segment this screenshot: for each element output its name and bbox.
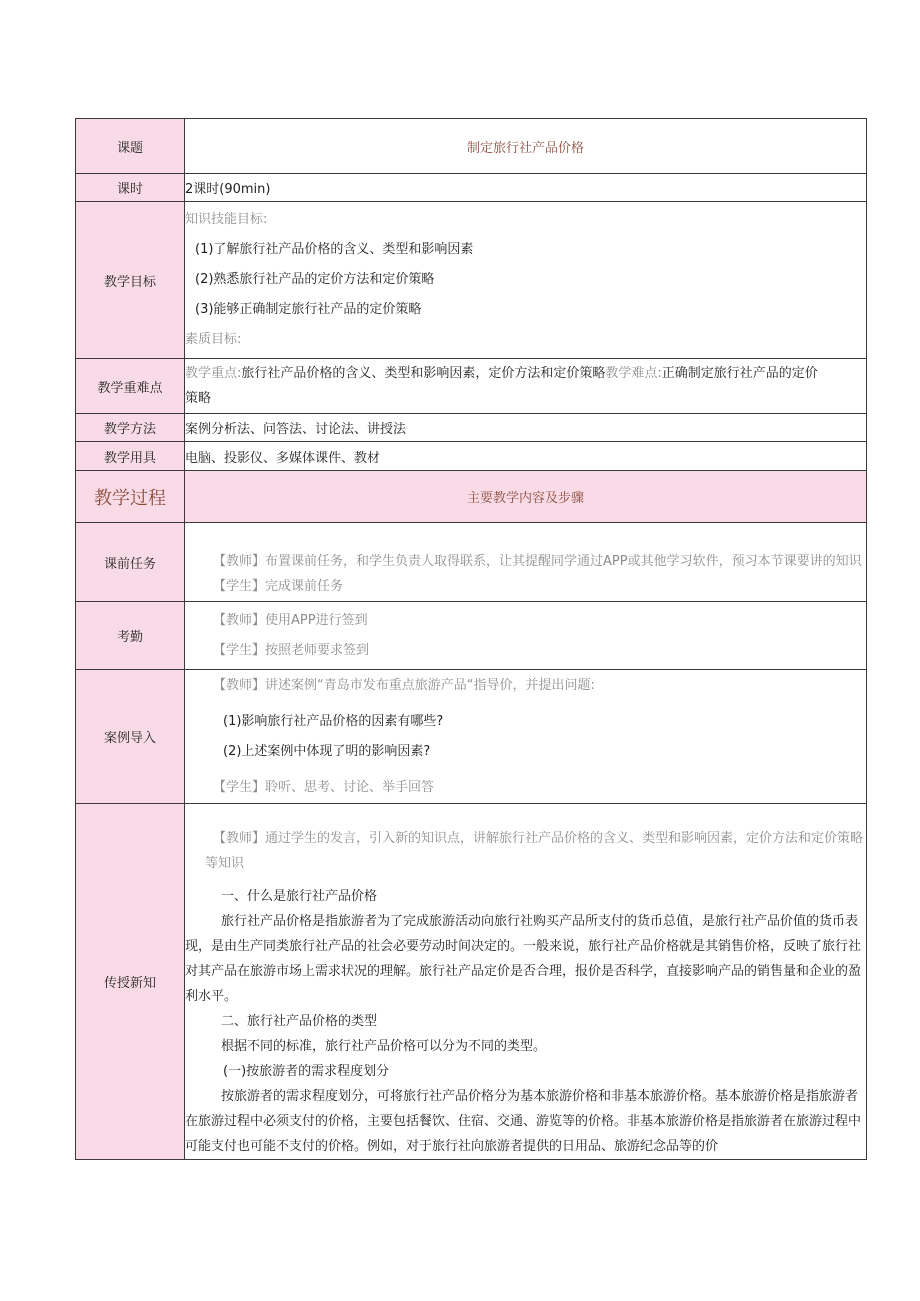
row-tools — [76, 442, 867, 471]
methods-value: 案例分析法、问答法、讨论法、讲授法 — [185, 414, 867, 442]
hard-point-text-cont: 策略 — [185, 391, 212, 406]
subsection-heading: (一)按旅游者的需求程度划分 — [223, 1064, 390, 1079]
case-intro-teacher: 【教师】讲述案例“青岛市发布重点旅游产品“指导价，并提出问题: — [213, 677, 595, 693]
methods-label: 教学方法 — [76, 414, 185, 442]
row-methods — [76, 414, 867, 442]
objectives-label: 教学目标 — [76, 202, 185, 359]
row-pre-task — [76, 523, 867, 602]
tools-label: 教学用具 — [76, 442, 185, 471]
row-case-intro — [76, 670, 867, 804]
topic-label: 课题 — [76, 119, 185, 174]
hard-point-text: 正确制定旅行社产品的定价 — [661, 366, 818, 381]
knowledge-heading: 知识技能目标: — [185, 212, 268, 227]
new-knowledge-label: 传授新知 — [76, 804, 185, 1160]
new-knowledge-teacher: 【教师】通过学生的发言，引入新的知识点，讲解旅行社产品价格的含义、类型和影响因素，定价方法和定价策略 — [213, 831, 864, 846]
key-points-label: 教学重难点 — [76, 359, 185, 414]
pre-task-content — [185, 523, 867, 602]
objective-item: (1)了解旅行社产品价格的含义、类型和影响因素 — [195, 242, 474, 257]
pre-task-label: 课前任务 — [76, 523, 185, 602]
quality-heading: 素质目标: — [185, 332, 242, 347]
row-new-knowledge — [76, 804, 867, 1160]
row-key-points — [76, 359, 867, 414]
row-hours — [76, 174, 867, 202]
new-knowledge-teacher-cont: 等知识 — [205, 856, 245, 871]
new-knowledge-content — [185, 804, 867, 1160]
attendance-teacher: 【教师】使用APP进行签到 — [213, 612, 368, 628]
objective-item: (3)能够正确制定旅行社产品的定价策略 — [195, 302, 422, 317]
case-intro-student: 【学生】聆听、思考、讨论、举手回答 — [213, 779, 435, 795]
row-objectives — [76, 202, 867, 359]
topic-title: 制定旅行社产品价格 — [185, 119, 867, 174]
objectives-content — [185, 202, 867, 359]
pre-task-student: 【学生】完成课前任务 — [213, 579, 344, 594]
paragraph: 根据不同的标准，旅行社产品价格可以分为不同的类型。 — [221, 1039, 547, 1054]
paragraph: 旅行社产品价格是指旅游者为了完成旅游活动向旅行社购买产品所支付的货币总值，是旅行社产品价值的货币表现，是由生产同类旅行社产品的社会必要劳动时间决定的。一般来说，旅行社产品价格就是其销售价格，反映了旅行社对其产品在旅游市场上需求状况的理解。旅行社产品定价是否合理，报价是否科学，直接影响产品的销售量和企业的盈利水平。 — [185, 914, 862, 1004]
section-heading: 二、旅行社产品价格的类型 — [221, 1014, 378, 1029]
row-topic — [76, 119, 867, 174]
hard-point-label: 教学难点: — [605, 366, 662, 381]
case-question: (1)影响旅行社产品价格的因素有哪些? — [223, 713, 444, 729]
process-header-right: 主要教学内容及步骤 — [185, 471, 867, 523]
paragraph: 按旅游者的需求程度划分，可将旅行社产品价格分为基本旅游价格和非基本旅游价格。基本旅游价格是指旅游者在旅游过程中必须支付的价格，主要包括餐饮、住宿、交通、游览等的价格。非基本旅游价格是指旅游者在旅游过程中可能支付也可能不支付的价格。例如，对于旅行社向旅游者提供的日用品、旅游纪念品等的价 — [185, 1089, 862, 1154]
objective-item: (2)熟悉旅行社产品的定价方法和定价策略 — [195, 272, 435, 287]
case-intro-content — [185, 670, 867, 804]
lesson-plan-table — [75, 118, 867, 1160]
tools-value: 电脑、投影仪、多媒体课件、教材 — [185, 442, 867, 471]
key-point-label: 教学重点: — [185, 366, 242, 381]
section-heading: 一、什么是旅行社产品价格 — [221, 889, 378, 904]
case-intro-label: 案例导入 — [76, 670, 185, 804]
pre-task-teacher: 【教师】布置课前任务，和学生负责人取得联系，让其提醒同学通过APP或其他学习软件，预习本节课要讲的知识 — [213, 554, 862, 569]
attendance-content — [185, 602, 867, 670]
row-attendance — [76, 602, 867, 670]
hours-label: 课时 — [76, 174, 185, 202]
process-header-left: 教学过程 — [76, 471, 185, 523]
case-question: (2)上述案例中体现了明的影响因素? — [223, 743, 431, 759]
key-points-content — [185, 359, 867, 414]
hours-value: 2课时(90min) — [185, 174, 867, 202]
row-process-header — [76, 471, 867, 523]
attendance-student: 【学生】按照老师要求签到 — [213, 642, 370, 658]
key-point-text: 旅行社产品价格的含义、类型和影响因素，定价方法和定价策略 — [241, 366, 606, 381]
attendance-label: 考勤 — [76, 602, 185, 670]
